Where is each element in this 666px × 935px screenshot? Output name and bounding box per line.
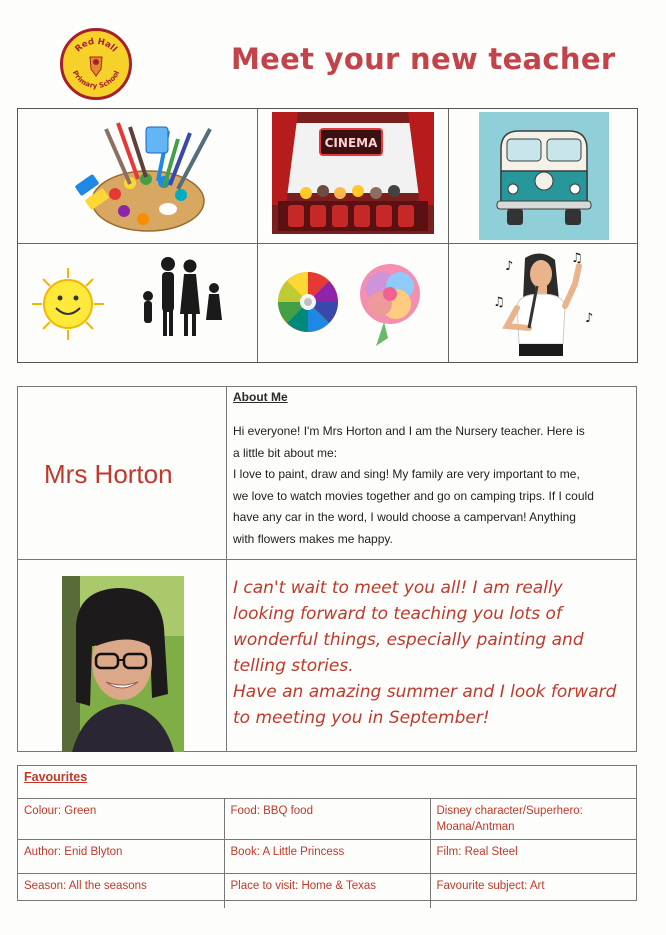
page-title: Meet your new teacher — [231, 42, 616, 76]
teacher-photo — [62, 576, 184, 756]
logo-text-bottom: Primary School — [70, 69, 122, 91]
favourites-table — [18, 798, 636, 908]
table-cell: Favourite subject: Art — [430, 874, 636, 908]
sun-family-icon — [18, 244, 258, 362]
about-divider-vertical — [226, 387, 227, 751]
table-cell: Place to visit: Home & Texas — [224, 874, 430, 908]
message-line: wonderful things, especially painting and — [233, 630, 584, 650]
table-cell: Colour: Green — [18, 799, 224, 840]
cell-campervan — [449, 109, 637, 244]
about-line: a little bit about me: — [233, 445, 338, 460]
about-divider-horizontal — [18, 559, 636, 560]
table-cell: Author: Enid Blyton — [18, 840, 224, 874]
table-row — [18, 799, 636, 840]
table-cell: Book: A Little Princess — [224, 840, 430, 874]
svg-text:♪: ♪ — [585, 311, 594, 326]
svg-text:Red Hall — [73, 37, 118, 54]
about-line: have any car in the word, I would choose a campervan! Anything — [233, 510, 576, 525]
about-text — [233, 421, 631, 551]
svg-text:♫: ♫ — [493, 295, 505, 310]
table-row — [18, 874, 636, 908]
picture-grid — [17, 108, 638, 363]
message-line: to meeting you in September! — [233, 708, 490, 728]
about-line: Hi everyone! I'm Mrs Horton and I am the Nursery teacher. Here is — [233, 424, 585, 438]
svg-text:♪: ♪ — [505, 259, 514, 274]
about-section — [17, 386, 637, 752]
table-cell: Food: BBQ food — [224, 799, 430, 840]
about-heading: About Me — [233, 390, 288, 404]
cell-sun-family — [18, 244, 258, 362]
about-line: we love to watch movies together and go on camping trips. If I could — [233, 488, 594, 503]
cinema-sign-text: CINEMA — [324, 136, 378, 150]
table-cell: Season: All the seasons — [18, 874, 224, 908]
school-logo — [60, 28, 132, 100]
favourites-heading: Favourites — [24, 770, 88, 784]
singer-icon — [449, 244, 637, 362]
paint-palette-icon — [18, 109, 258, 244]
flowers-icon — [258, 244, 449, 362]
logo-text-top: Red Hall — [73, 36, 119, 55]
svg-text:♫: ♫ — [571, 251, 583, 266]
welcome-message — [233, 575, 633, 731]
table-cell: Film: Real Steel — [430, 840, 636, 874]
cell-singer — [449, 244, 637, 362]
favourites-section — [17, 765, 637, 901]
table-cell: Disney character/Superhero: Moana/Antman — [430, 799, 636, 840]
cinema-icon — [258, 109, 449, 244]
table-row — [18, 840, 636, 874]
teacher-portrait-icon — [62, 576, 184, 752]
message-line: telling stories. — [233, 656, 354, 676]
message-line: I can't wait to meet you all! I am really — [233, 578, 563, 598]
message-line: Have an amazing summer and I look forward — [233, 682, 617, 702]
campervan-icon — [449, 109, 637, 244]
cell-flowers — [258, 244, 449, 362]
teacher-name: Mrs Horton — [44, 459, 173, 489]
about-line: with flowers makes me happy. — [233, 531, 393, 546]
cell-cinema — [258, 109, 449, 244]
message-line: looking forward to teaching you lots of — [233, 604, 562, 624]
cell-painting — [18, 109, 258, 244]
about-line: I love to paint, draw and sing! My family are very important to me, — [233, 467, 580, 482]
school-crest-icon — [63, 31, 129, 97]
